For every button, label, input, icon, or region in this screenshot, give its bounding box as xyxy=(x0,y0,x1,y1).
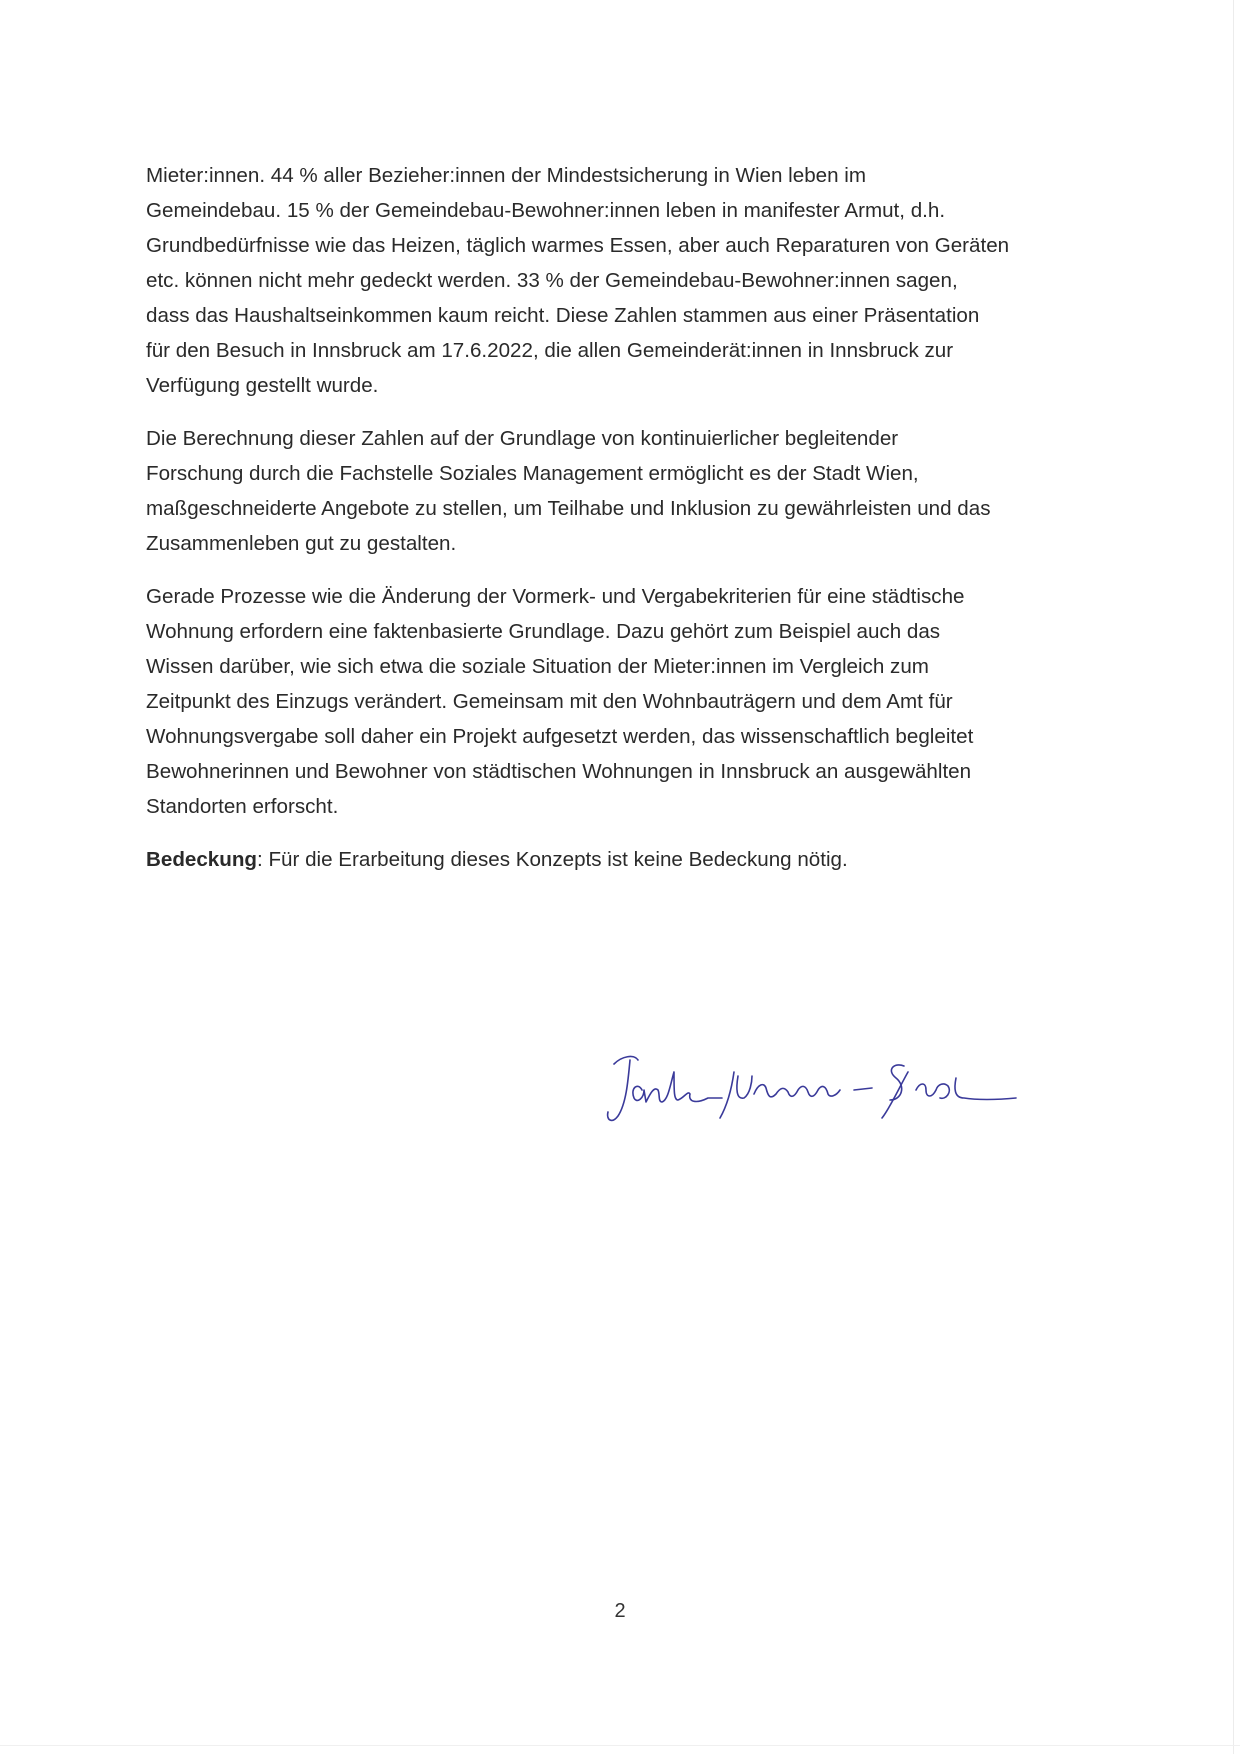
page-number: 2 xyxy=(614,1600,626,1622)
text-line: Gemeindebau. 15 % der Gemeindebau-Bewohner:innen leben in manifester Armut, d.h. xyxy=(146,199,946,222)
coverage-text: : Für die Erarbeitung dieses Konzepts ist keine Bedeckung nötig. xyxy=(257,848,848,871)
text-line: Bewohnerinnen und Bewohner von städtischen Wohnungen in Innsbruck an ausgewählten xyxy=(146,760,972,783)
text-line: Standorten erforscht. xyxy=(146,795,339,818)
paragraph-project xyxy=(146,579,1096,824)
text-line: Wissen darüber, wie sich etwa die soziale Situation der Mieter:innen im Vergleich zum xyxy=(146,655,929,678)
text-line: Mieter:innen. 44 % aller Bezieher:innen der Mindestsicherung in Wien leben im xyxy=(146,164,867,187)
text-line: dass das Haushaltseinkommen kaum reicht. Diese Zahlen stammen aus einer Präsentation xyxy=(146,304,980,327)
text-line: Gerade Prozesse wie die Änderung der Vormerk- und Vergabekriterien für eine städtische xyxy=(146,585,965,608)
paragraph-statistics xyxy=(146,158,1096,403)
paragraph-research xyxy=(146,421,1096,561)
text-line: Verfügung gestellt wurde. xyxy=(146,374,379,397)
paragraph-coverage xyxy=(146,842,1096,877)
text-line: Grundbedürfnisse wie das Heizen, täglich warmes Essen, aber auch Reparaturen von Geräten xyxy=(146,234,1010,257)
text-line: etc. können nicht mehr gedeckt werden. 33 % der Gemeindebau-Bewohner:innen sagen, xyxy=(146,269,958,292)
text-line: maßgeschneiderte Angebote zu stellen, um Teilhabe und Inklusion zu gewährleisten und das xyxy=(146,497,991,520)
text-line: Wohnungsvergabe soll daher ein Projekt aufgesetzt werden, das wissenschaftlich begleitet xyxy=(146,725,974,748)
text-line: für den Besuch in Innsbruck am 17.6.2022, die allen Gemeinderät:innen in Innsbruck zur xyxy=(146,339,954,362)
scan-edge-divider xyxy=(1233,0,1234,1754)
scan-edge-divider xyxy=(0,1745,1240,1746)
document-body xyxy=(146,158,1096,895)
text-line: Zeitpunkt des Einzugs verändert. Gemeinsam mit den Wohnbauträgern und dem Amt für xyxy=(146,690,953,713)
handwritten-signature xyxy=(604,1042,1024,1132)
text-line: Forschung durch die Fachstelle Soziales Management ermöglicht es der Stadt Wien, xyxy=(146,462,919,485)
coverage-label: Bedeckung xyxy=(146,848,258,871)
text-line: Wohnung erfordern eine faktenbasierte Grundlage. Dazu gehört zum Beispiel auch das xyxy=(146,620,941,643)
text-line: Zusammenleben gut zu gestalten. xyxy=(146,532,457,555)
text-line: Die Berechnung dieser Zahlen auf der Grundlage von kontinuierlicher begleitender xyxy=(146,427,899,450)
